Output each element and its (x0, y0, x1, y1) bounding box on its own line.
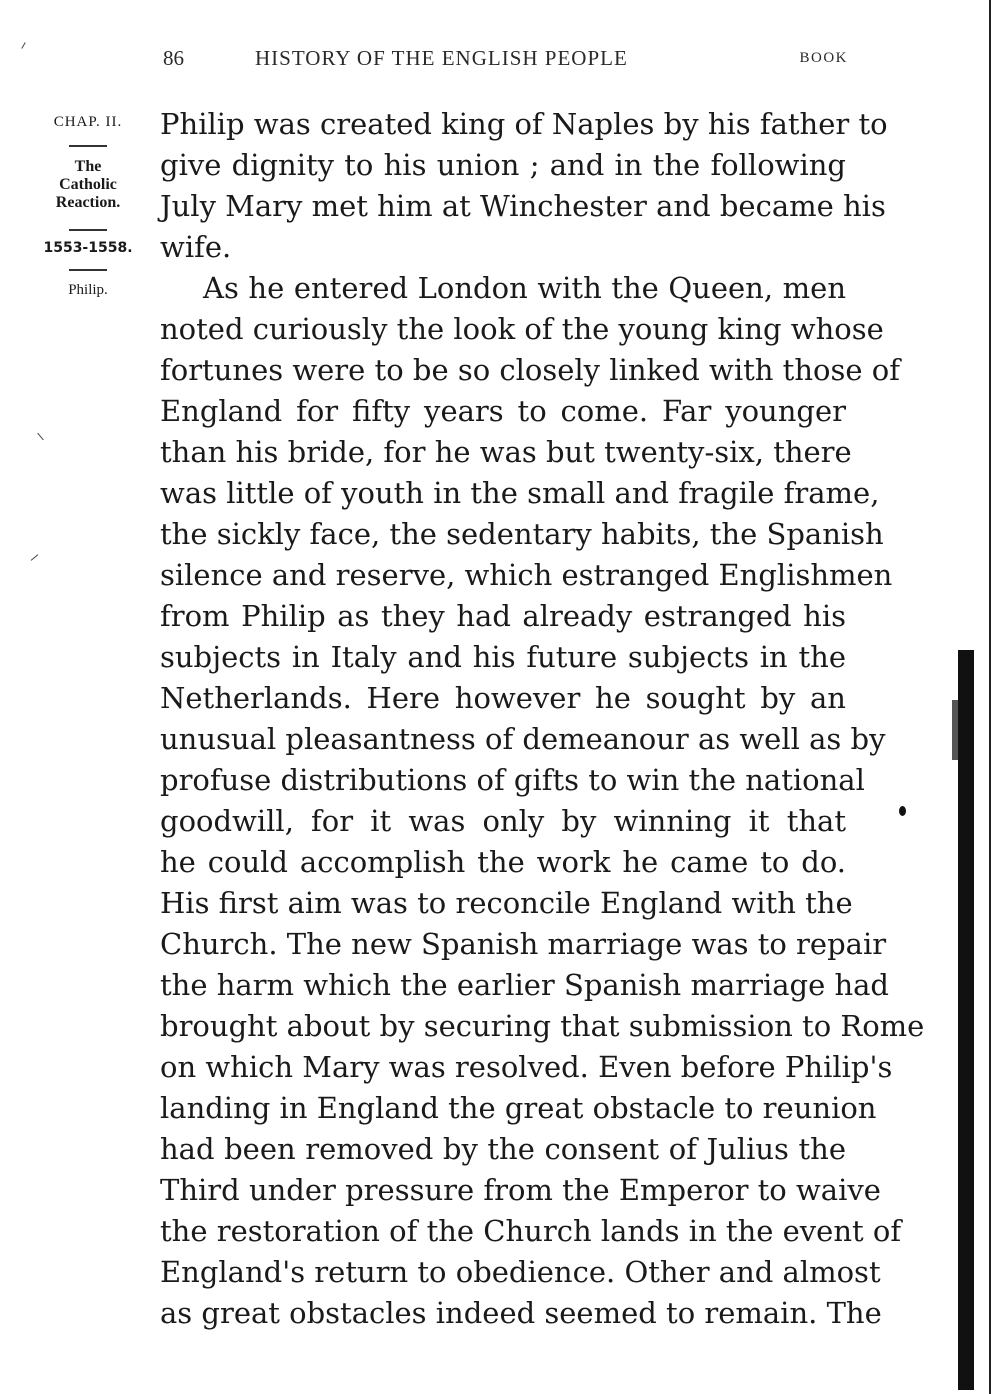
text-line: silence and reserve, which estranged Englishmen (160, 558, 893, 592)
running-title: HISTORY OF THE ENGLISH PEOPLE (255, 46, 628, 70)
text-line: England's return to obedience. Other and almost (160, 1255, 881, 1289)
text-line: Netherlands. Here however he sought by an (160, 681, 846, 715)
margin-topic-line: Catholic (59, 176, 117, 193)
text-line: profuse distributions of gifts to win the national (160, 763, 865, 797)
text-line: he could accomplish the work he came to do. (160, 845, 846, 879)
text-line: than his bride, for he was but twenty-six, there (160, 435, 852, 469)
text-line: unusual pleasantness of demeanour as well as by (160, 722, 886, 756)
text-line: on which Mary was resolved. Even before Philip's (160, 1050, 893, 1084)
running-header (160, 40, 850, 80)
margin-rule (69, 229, 107, 231)
binding-shadow-fringe (952, 700, 958, 760)
page-number: 86 (163, 46, 184, 70)
margin-subtopic: Philip. (68, 282, 108, 298)
text-line: subjects in Italy and his future subjects in the (160, 640, 846, 674)
text-line: fortunes were to be so closely linked with those of (160, 353, 900, 387)
text-line: Philip was created king of Naples by his father to (160, 107, 888, 141)
text-line: was little of youth in the small and fragile frame, (160, 476, 880, 510)
margin-topic-line: Reaction. (55, 194, 121, 211)
text-line: the harm which the earlier Spanish marriage had (160, 968, 889, 1002)
book-label: BOOK (799, 50, 848, 66)
margin-topic-line: The (74, 158, 102, 175)
text-line: Church. The new Spanish marriage was to repair (160, 927, 887, 961)
text-line: July Mary met him at Winchester and became his (160, 189, 886, 223)
scan-mark (21, 42, 25, 49)
text-line: As he entered London with the Queen, men (203, 271, 846, 305)
text-line: His first aim was to reconcile England with the (160, 886, 853, 920)
text-line: give dignity to his union ; and in the following (160, 148, 846, 182)
text-line: brought about by securing that submission to Rome (160, 1009, 925, 1043)
text-line: as great obstacles indeed seemed to remain. The (160, 1296, 882, 1330)
scan-mark (37, 433, 44, 441)
text-line: from Philip as they had already estranged his (160, 599, 846, 633)
text-line: had been removed by the consent of Julius the (160, 1132, 846, 1166)
margin-dates: 1553-1558. (43, 240, 133, 256)
ink-speck (899, 806, 906, 816)
margin-topic (28, 158, 148, 212)
page-edge-line (989, 0, 991, 1394)
text-line: goodwill, for it was only by winning it that (160, 804, 846, 838)
margin-rule (69, 269, 107, 271)
text-line: wife. (160, 230, 232, 264)
text-line: England for fifty years to come. Far younger (160, 394, 846, 428)
scan-mark (31, 554, 39, 561)
text-line: landing in England the great obstacle to reunion (160, 1091, 877, 1125)
text-line: the sickly face, the sedentary habits, the Spanish (160, 517, 884, 551)
chapter-label: CHAP. II. (53, 114, 123, 130)
text-line: Third under pressure from the Emperor to waive (160, 1173, 881, 1207)
binding-shadow (958, 650, 974, 1390)
text-line: the restoration of the Church lands in the event of (160, 1214, 902, 1248)
margin-rule (69, 145, 107, 147)
text-line: noted curiously the look of the young king whose (160, 312, 884, 346)
